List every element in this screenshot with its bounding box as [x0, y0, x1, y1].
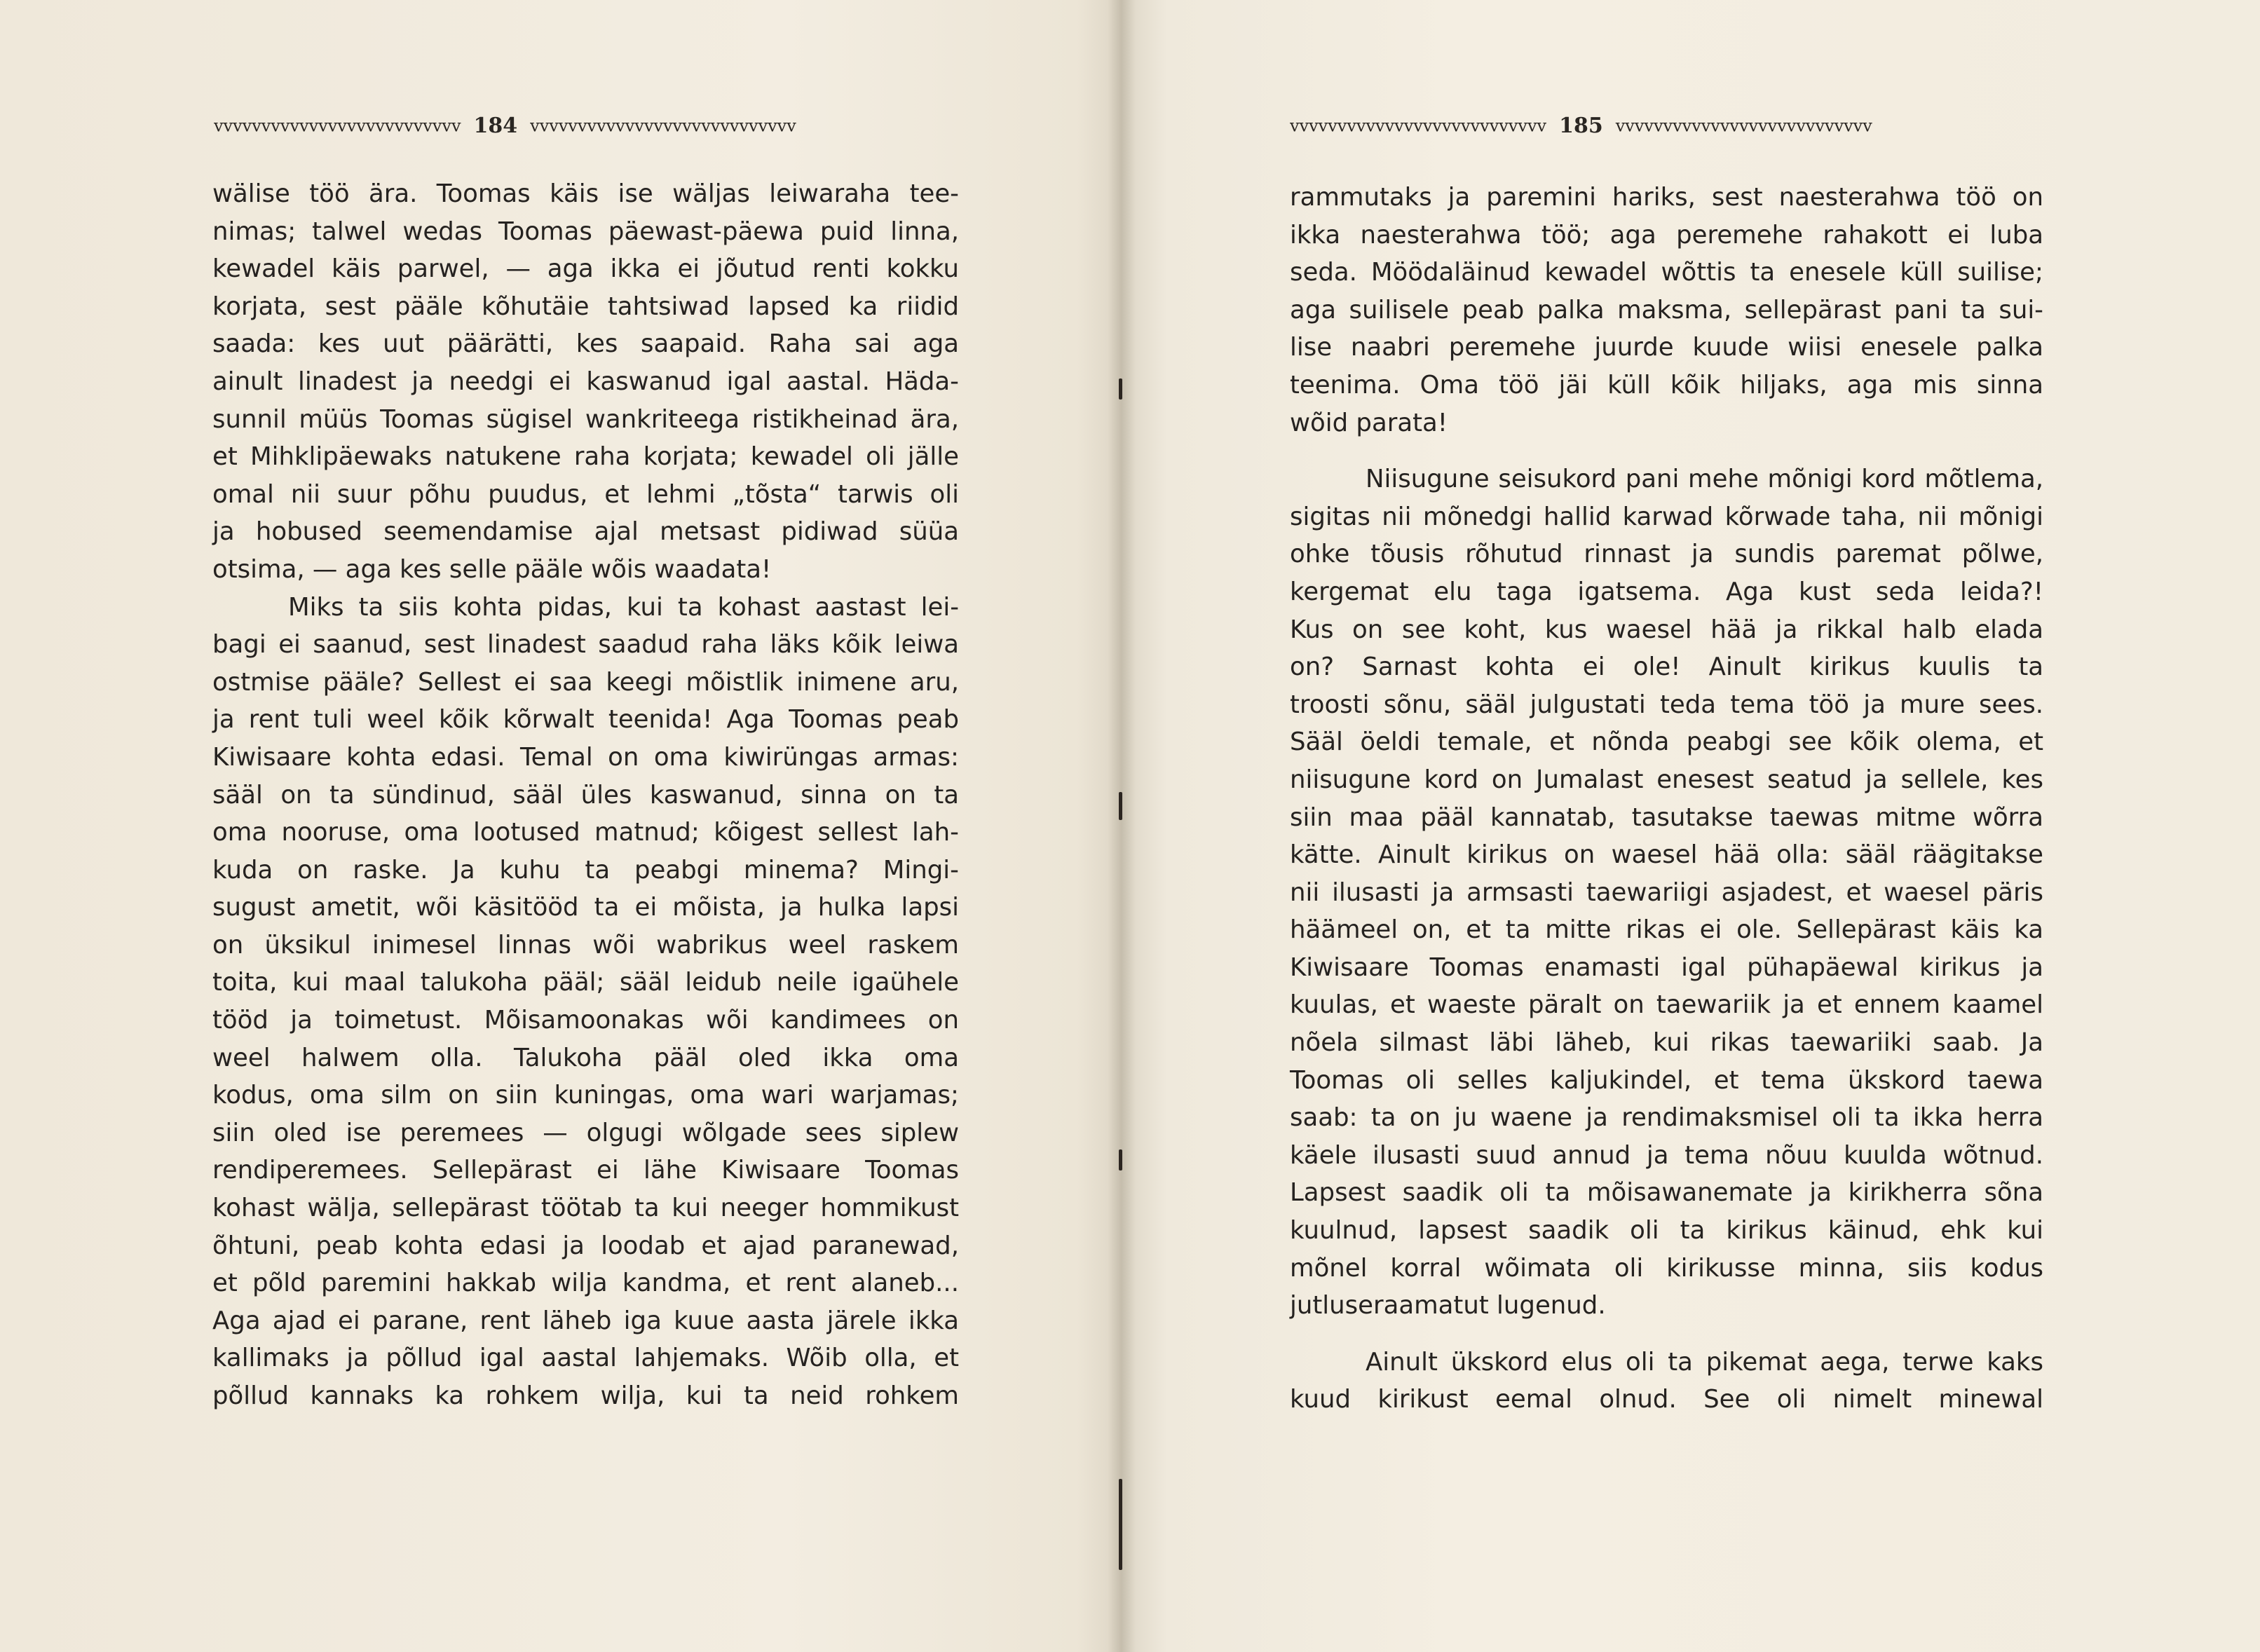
binding-stitch: [1119, 378, 1122, 400]
page-number: 185: [1559, 114, 1603, 138]
text-line: rammutaks ja paremini hariks, sest naesterahwa töö on: [1290, 183, 2043, 212]
text-line: Sääl öeldi temale, et nõnda peabgi see kõik olema, et: [1290, 728, 2043, 757]
text-line: niisugune kord on Jumalast enesest seatud ja sellele, kes: [1290, 765, 2043, 794]
text-line: kuulas, et waeste päralt on taewariik ja et ennem kaamel: [1290, 990, 2043, 1020]
text-line: seda. Möödaläinud kewadel wõttis ta enesele küll suilise;: [1290, 258, 2043, 287]
text-line: on üksikul inimesel linnas wõi wabrikus weel raskem: [212, 930, 959, 960]
text-line: aga suilisele peab palka maksma, sellepärast pani ta sui-: [1290, 295, 2043, 325]
text-line: Aga ajad ei parane, rent läheb iga kuue aasta järele ikka: [212, 1306, 959, 1335]
text-line: nimas; talwel wedas Toomas päewast-päewa puid linna,: [212, 217, 959, 246]
text-line: kuulnud, lapsest saadik oli ta kirikus käinud, ehk kui: [1290, 1216, 2043, 1245]
text-line: kallimaks ja põllud igal aastal lahjemaks. Wõib olla, et: [212, 1344, 959, 1373]
text-line: õhtuni, peab kohta edasi ja loodab et ajad paranewad,: [212, 1231, 959, 1260]
text-line: kohast wälja, sellepärast töötab ta kui neeger hommikust: [212, 1194, 959, 1223]
text-line: Miks ta siis kohta pidas, kui ta kohast aastast lei-: [288, 592, 959, 622]
text-line: bagi ei saanud, sest linadest saadud raha läks kõik leiwa: [212, 630, 959, 660]
text-line: saada: kes uut päärätti, kes saapaid. Raha sai aga: [212, 329, 959, 359]
text-line: kewadel käis parwel, — aga ikka ei jõutud renti kokku: [212, 254, 959, 284]
binding-stitch: [1119, 1149, 1122, 1170]
book-gutter: [1108, 0, 1136, 1652]
text-line: tööd ja toimetust. Mõisamoonakas wõi kandimees on: [212, 1006, 959, 1035]
paragraph-gap: [1290, 442, 2043, 460]
text-line: sigitas nii mõnedgi hallid karwad kõrwade taha, nii mõnigi: [1290, 502, 2043, 531]
text-line: ja hobused seemendamise ajal metsast pidiwad süüa: [212, 517, 959, 547]
text-line: saab: ta on ju waene ja rendimaksmisel oli ta ikka herra: [1290, 1103, 2043, 1133]
text-line: otsima, — aga kes selle pääle wõis waadata!: [212, 554, 772, 584]
text-line: siin maa pääl kannatab, tasutakse taewas mitme wõrra: [1290, 803, 2043, 832]
text-line: ikka naesterahwa töö; aga peremehe rahakott ei luba: [1290, 220, 2043, 250]
text-line: korjata, sest pääle kõhutäie tahtsiwad lapsed ka riidid: [212, 292, 959, 321]
text-line: põllud kannaks ka rohkem wilja, kui ta neid rohkem: [212, 1381, 959, 1410]
text-line: on? Sarnast kohta ei ole! Ainult kirikus kuulis ta: [1290, 653, 2043, 682]
text-line: lise naabri peremehe juurde kuude wiisi enesele palka: [1290, 333, 2043, 362]
text-line: siin oled ise peremees — olgugi wõlgade sees siplew: [212, 1118, 959, 1147]
text-line: sugust ametit, wõi käsitööd ta ei mõista, ja hulka lapsi: [212, 893, 959, 922]
text-line: kodus, oma silm on siin kuningas, oma wari warjamas;: [212, 1081, 959, 1110]
text-line: et Mihklipäewaks natukene raha korjata; kewadel oli jälle: [212, 442, 959, 472]
header-ornament: vvvvvvvvvvvvvvvvvvvvvvvvvvv: [1615, 116, 1872, 136]
text-line: troosti sõnu, sääl julgustati teda tema töö ja mure sees.: [1290, 690, 2043, 719]
text-line: toita, kui maal talukoha pääl; sääl leidub neile igaühele: [212, 968, 959, 997]
text-line: ja rent tuli weel kõik kõrwalt teenida! Aga Toomas peab: [212, 705, 959, 735]
text-line: teenima. Oma töö jäi küll kõik hiljaks, aga mis sinna: [1290, 370, 2043, 400]
left-page-header: [214, 114, 971, 144]
text-line: rendiperemees. Sellepärast ei lähe Kiwisaare Toomas: [212, 1156, 959, 1185]
text-line: et põld paremini hakkab wilja kandma, et rent alaneb...: [212, 1269, 959, 1298]
text-line: nii ilusasti ja armsasti taewariigi asjadest, et waesel päris: [1290, 878, 2043, 907]
text-line: ostmise pääle? Sellest ei saa keegi mõistlik inimene aru,: [212, 667, 959, 697]
text-line: häämeel on, et ta mitte rikas ei ole. Sellepärast käis ka: [1290, 915, 2043, 945]
text-line: Kiwisaare Toomas enamasti igal pühapäewal kirikus ja: [1290, 953, 2043, 982]
text-line: wälise töö ära. Toomas käis ise wäljas leiwaraha tee-: [212, 179, 959, 208]
text-line: nõela silmast läbi läheb, kui rikas taewariiki saab. Ja: [1290, 1028, 2043, 1058]
text-line: kätte. Ainult kirikus on waesel hää olla: sääl räägitakse: [1290, 840, 2043, 870]
left-page: [0, 0, 1122, 1652]
text-line: kuda on raske. Ja kuhu ta peabgi minema? Mingi-: [212, 855, 959, 885]
text-line: jutluseraamatut lugenud.: [1290, 1291, 1606, 1320]
text-line: kuud kirikust eemal olnud. See oli nimelt minewal: [1290, 1385, 2043, 1414]
text-line: Niisugune seisukord pani mehe mõnigi kord mõtlema,: [1366, 465, 2043, 494]
text-line: wõid parata!: [1290, 408, 1448, 437]
text-line: mõnel korral wõimata oli kirikusse minna, siis kodus: [1290, 1253, 2043, 1283]
text-line: Toomas oli selles kaljukindel, et tema ükskord taewa: [1290, 1065, 2043, 1095]
text-line: sääl on ta sündinud, sääl üles kaswanud, sinna on ta: [212, 780, 959, 810]
right-page-header: [1290, 114, 2047, 144]
text-line: käele ilusasti suud annud ja tema nõuu kuulda wõtnud.: [1290, 1140, 2043, 1170]
header-ornament: vvvvvvvvvvvvvvvvvvvvvvvvvvv: [1290, 116, 1547, 136]
header-ornament: vvvvvvvvvvvvvvvvvvvvvvvvvv: [214, 116, 461, 136]
text-line: ainult linadest ja needgi ei kaswanud igal aastal. Häda-: [212, 367, 959, 396]
binding-stitch: [1119, 792, 1122, 820]
left-page-body-text: [212, 175, 959, 1415]
text-line: Kus on see koht, kus waesel hää ja rikkal halb elada: [1290, 615, 2043, 644]
page-number: 184: [473, 114, 518, 138]
text-line: omal nii suur põhu puudus, et lehmi „tõsta“ tarwis oli: [212, 479, 959, 509]
text-line: Ainult ükskord elus oli ta pikemat aega, terwe kaks: [1366, 1347, 2043, 1377]
text-line: kergemat elu taga igatsema. Aga kust seda leida?!: [1290, 577, 2043, 606]
text-line: oma nooruse, oma lootused matnud; kõigest sellest lah-: [212, 818, 959, 847]
text-line: Lapsest saadik oli ta mõisawanemate ja kirikherra sõna: [1290, 1178, 2043, 1208]
binding-stitch: [1119, 1479, 1122, 1570]
right-page-body-text: [1290, 179, 2043, 1419]
text-line: weel halwem olla. Talukoha pääl oled ikka oma: [212, 1043, 959, 1072]
right-page: [1122, 0, 2260, 1652]
text-line: Kiwisaare kohta edasi. Temal on oma kiwirüngas armas:: [212, 742, 959, 772]
paragraph-gap: [1290, 1325, 2043, 1344]
header-ornament: vvvvvvvvvvvvvvvvvvvvvvvvvvvv: [530, 116, 796, 136]
text-line: ohke tõusis rõhutud rinnast ja sundis paremat põlwe,: [1290, 540, 2043, 569]
text-line: sunnil müüs Toomas sügisel wankriteega ristikheinad ära,: [212, 404, 959, 434]
